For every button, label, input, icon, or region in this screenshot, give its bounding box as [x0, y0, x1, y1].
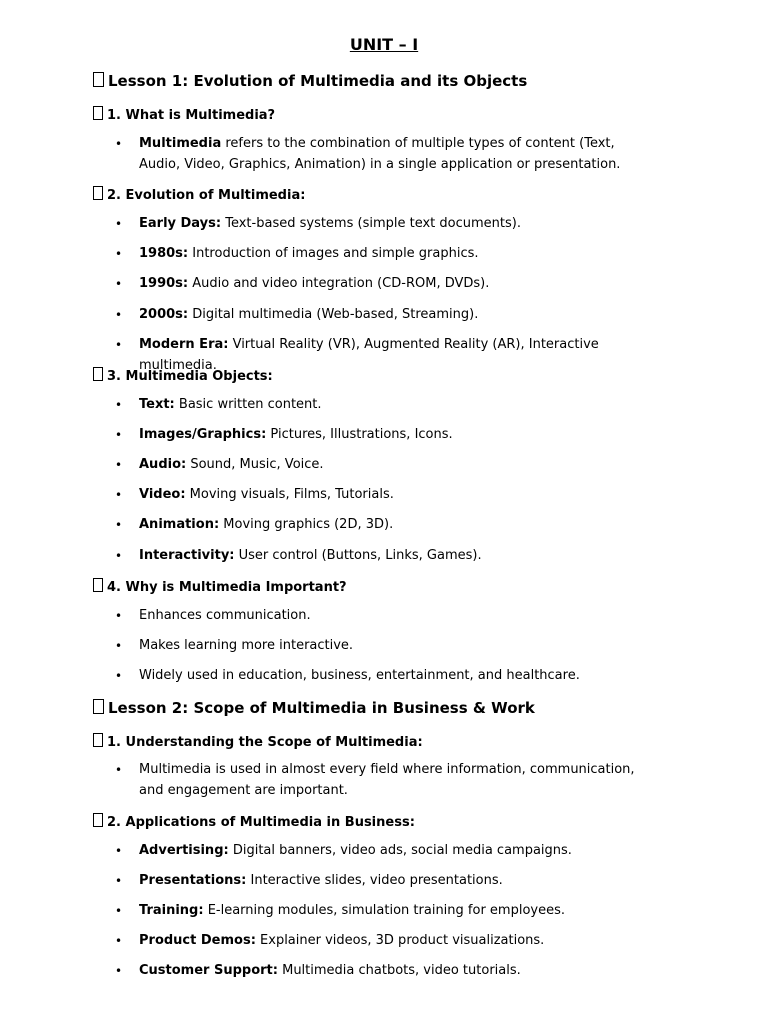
- item-text: Interactive slides, video presentations.: [246, 873, 503, 888]
- item-text: Text-based systems (simple text documents).: [221, 216, 521, 231]
- item-text: Basic written content.: [174, 397, 322, 412]
- list-item: [139, 760, 659, 801]
- item-text: Virtual Reality (VR), Augmented Reality (AR), Interactive multimedia.: [139, 337, 599, 373]
- section-heading: [93, 733, 423, 750]
- list-item: [139, 606, 659, 627]
- section-heading-text: 2. Evolution of Multimedia:: [107, 188, 306, 203]
- list-item: [139, 871, 659, 892]
- item-text: E-learning modules, simulation training for employees.: [203, 903, 565, 918]
- lesson-1-heading: [93, 72, 527, 90]
- list-item: [139, 214, 659, 235]
- lesson-2-heading: [93, 699, 535, 717]
- lesson-1-heading-text: Lesson 1: Evolution of Multimedia and its Objects: [108, 72, 528, 90]
- item-text: Makes learning more interactive.: [139, 638, 354, 653]
- item-term: 2000s:: [139, 307, 189, 322]
- section-heading-text: 1. What is Multimedia?: [107, 108, 276, 123]
- item-term: Video:: [139, 487, 186, 502]
- item-term: Text:: [139, 397, 175, 412]
- item-text: Explainer videos, 3D product visualizations.: [255, 933, 545, 948]
- list-item: [139, 931, 659, 952]
- item-term: Training:: [139, 903, 204, 918]
- item-text: Enhances communication.: [139, 608, 311, 623]
- list-item: [139, 395, 659, 416]
- item-text: Moving visuals, Films, Tutorials.: [185, 487, 394, 502]
- item-text: Audio and video integration (CD-ROM, DVDs).: [188, 276, 490, 291]
- item-term: Modern Era:: [139, 337, 229, 352]
- item-term: Presentations:: [139, 873, 247, 888]
- section-heading: [93, 578, 347, 595]
- item-term: Images/Graphics:: [139, 427, 267, 442]
- list-item: [139, 636, 659, 657]
- page-title: UNIT – I: [349, 35, 419, 54]
- item-term: 1990s:: [139, 276, 189, 291]
- item-text: Moving graphics (2D, 3D).: [219, 517, 394, 532]
- item-term: Advertising:: [139, 843, 229, 858]
- checkbox-icon: [93, 699, 104, 714]
- list-item: [139, 515, 659, 536]
- checkbox-icon: [93, 72, 104, 87]
- list-item: [139, 666, 659, 687]
- list-item: [139, 425, 659, 446]
- item-text: Sound, Music, Voice.: [186, 457, 324, 472]
- list-item: [139, 305, 659, 326]
- section-heading-text: 1. Understanding the Scope of Multimedia:: [107, 735, 423, 750]
- list-item: [139, 485, 659, 506]
- list-item: [139, 841, 659, 862]
- section-heading: [93, 367, 273, 384]
- checkbox-icon: [93, 733, 103, 747]
- item-term: Animation:: [139, 517, 220, 532]
- list-item: [139, 455, 659, 476]
- item-text: Widely used in education, business, entertainment, and healthcare.: [139, 668, 580, 683]
- item-term: Customer Support:: [139, 963, 278, 978]
- checkbox-icon: [93, 186, 103, 200]
- section-heading-text: 4. Why is Multimedia Important?: [107, 580, 347, 595]
- section-heading: [93, 813, 415, 830]
- section-heading: [93, 106, 275, 123]
- section-heading: [93, 186, 305, 203]
- item-text: Pictures, Illustrations, Icons.: [266, 427, 453, 442]
- item-text: Multimedia chatbots, video tutorials.: [277, 963, 521, 978]
- item-term: Audio:: [139, 457, 187, 472]
- list-item: [139, 961, 659, 982]
- list-item: [139, 546, 659, 567]
- list-item: [139, 274, 659, 295]
- item-term: Interactivity:: [139, 548, 235, 563]
- item-term: 1980s:: [139, 246, 189, 261]
- item-text: Digital multimedia (Web-based, Streaming).: [188, 307, 479, 322]
- list-item: [139, 901, 659, 922]
- section-heading-text: 3. Multimedia Objects:: [107, 369, 273, 384]
- item-text: Digital banners, video ads, social media campaigns.: [228, 843, 572, 858]
- item-text: Multimedia is used in almost every field where information, communication, and engagement are important.: [139, 762, 635, 798]
- section-heading-text: 2. Applications of Multimedia in Business:: [107, 815, 415, 830]
- list-item: [139, 134, 659, 175]
- checkbox-icon: [93, 813, 103, 827]
- item-term: Early Days:: [139, 216, 222, 231]
- checkbox-icon: [93, 367, 103, 381]
- item-term: Multimedia: [139, 136, 222, 151]
- item-text: User control (Buttons, Links, Games).: [234, 548, 482, 563]
- lesson-2-heading-text: Lesson 2: Scope of Multimedia in Business & Work: [108, 699, 535, 717]
- item-text: Introduction of images and simple graphics.: [188, 246, 479, 261]
- checkbox-icon: [93, 106, 103, 120]
- checkbox-icon: [93, 578, 103, 592]
- item-text: refers to the combination of multiple types of content (Text, Audio, Video, Graphics, Animation) in a single application or presentation.: [139, 136, 621, 172]
- item-term: Product Demos:: [139, 933, 256, 948]
- list-item: [139, 244, 659, 265]
